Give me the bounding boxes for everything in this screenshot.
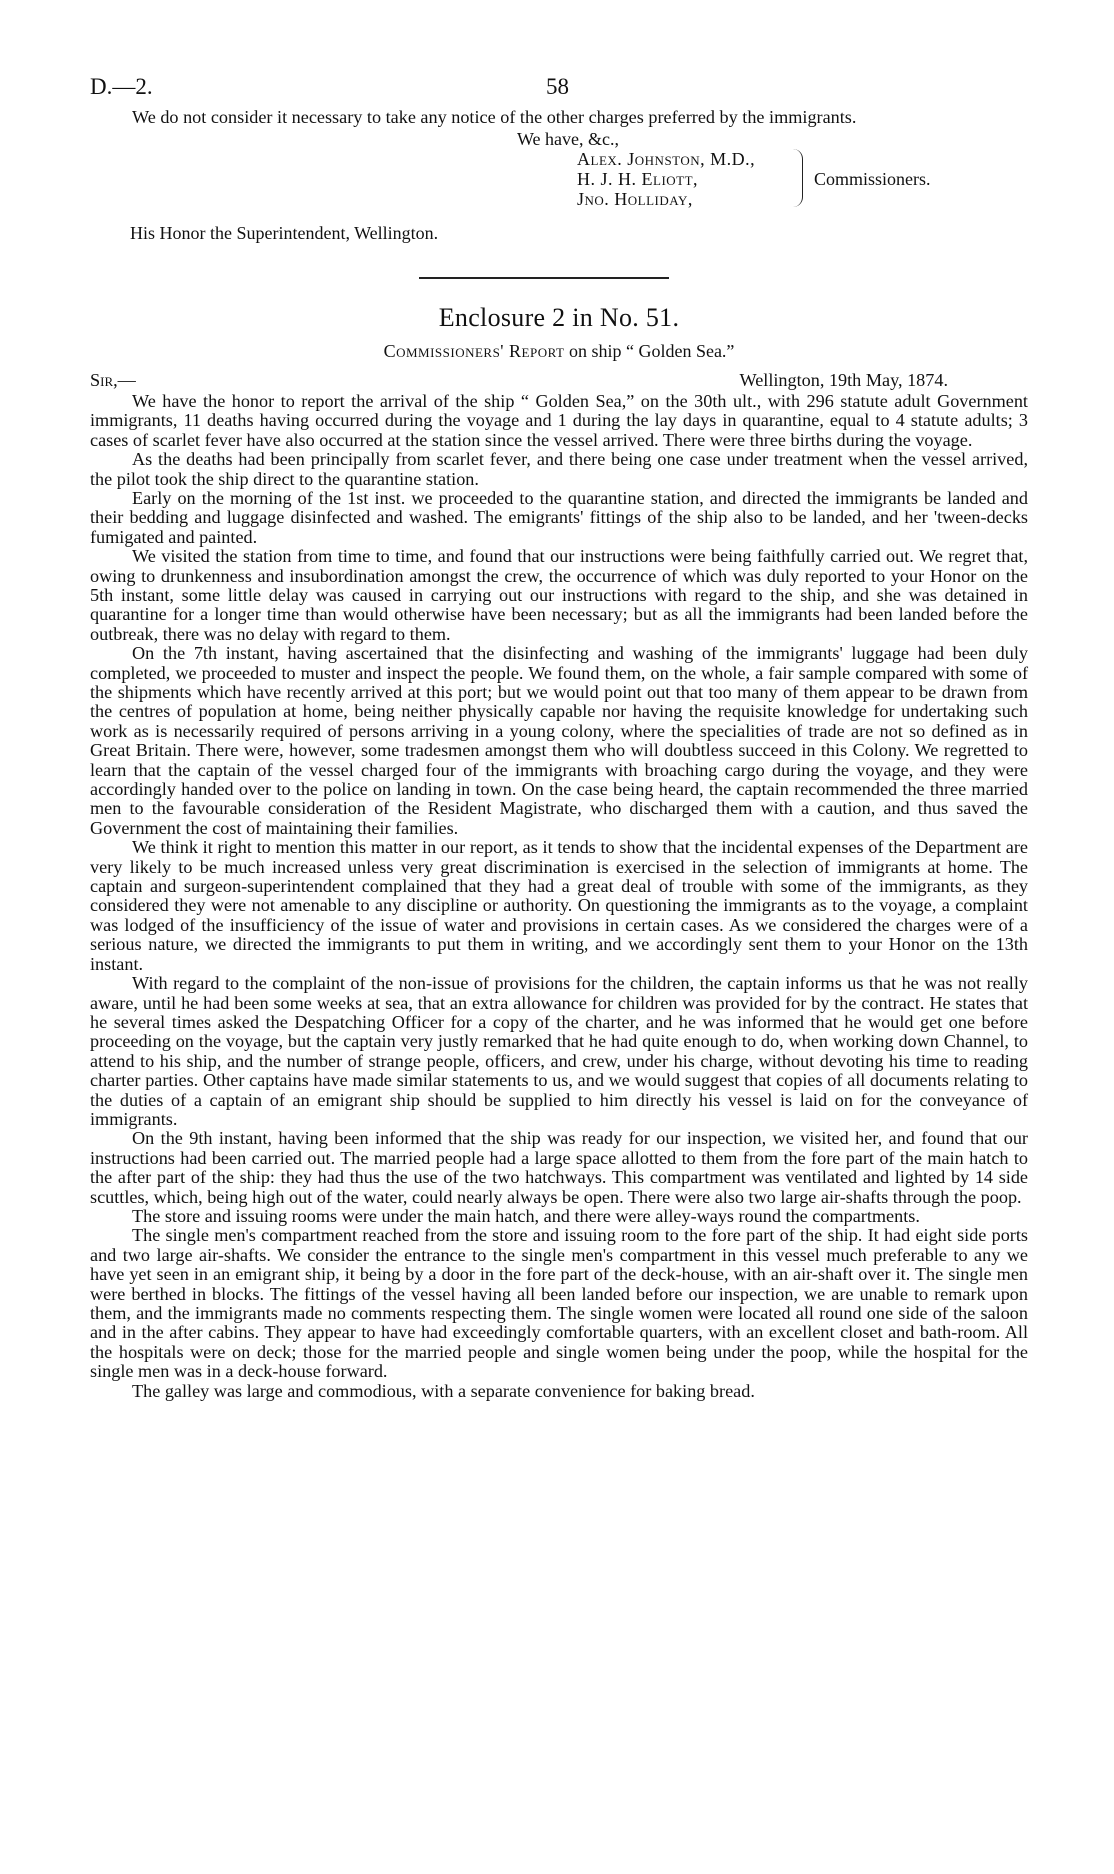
signatory-name: Alex. Johnston, M.D.,	[577, 149, 756, 170]
enclosure-subtitle	[90, 341, 1028, 362]
salutation-row	[90, 368, 1028, 392]
signatory-role: Commissioners.	[814, 169, 931, 190]
signature-block	[90, 127, 1028, 247]
body-paragraph: We think it right to mention this matter in our report, as it tends to show that the incidental expenses of the Department are very likely to be much increased unless very great discrimination is exercised in the selection of immigrants at home. The captain and surgeon-superintendent complained that they had a great deal of trouble with some of the immigrants, as they considered they were not amenable to any discipline or authority. On questioning the immigrants as to the voyage, a complaint was lodged of the insufficiency of the issue of water and provisions in certain cases. As we considered the charges were of a serious nature, we directed the immigrants to put them in writing, and we accordingly sent them to your Honor on the 13th instant.	[90, 837, 1028, 974]
body-paragraph: On the 9th instant, having been informed that the ship was ready for our inspection, we visited her, and found that our instructions had been carried out. The married people had a large space allotted to them from the fore part of the main hatch to the after part of the ship: they had thus the use of the two hatchways. This compartment was ventilated and lighted by 14 side scuttles, which, being high out of the water, could nearly always be open. There were also two large air-shafts through the poop.	[90, 1128, 1028, 1207]
body-paragraph: The galley was large and commodious, with a separate convenience for baking bread.	[132, 1380, 755, 1401]
intro-paragraph: We do not consider it necessary to take any notice of the other charges preferred by the immigrants.	[132, 107, 857, 127]
signatory-name: Jno. Holliday,	[577, 189, 693, 210]
page-header	[90, 62, 1028, 102]
section-rule	[419, 277, 669, 279]
brace-divider	[790, 149, 803, 207]
salutation: Sir,—	[90, 369, 136, 390]
recipient-line: His Honor the Superintendent, Wellington.	[130, 223, 439, 244]
document-reference: D.—2.	[90, 74, 153, 99]
body-paragraph: We visited the station from time to time, and found that our instructions were being faithfully carried out. We regret that, owing to drunkenness and insubordination amongst the crew, the occurrence of which was duly reported to your Honor on the 5th instant, some little delay was caused in carrying out our instructions with regard to the ship, and she was detained in quarantine for a longer time than would otherwise have been necessary; but as all the immigrants had been landed before the outbreak, there was no delay with regard to them.	[90, 546, 1028, 644]
body-paragraph: On the 7th instant, having ascertained that the disinfecting and washing of the immigrants' luggage had been duly completed, we proceeded to muster and inspect the people. We found them, on the whole, a fair sample compared with some of the shipments which have recently arrived at this port; but we would point out that too many of them appear to be drawn from the centres of population at home, being neither physically capable nor having the requisite knowledge for undertaking such work as is necessarily required of persons arriving in a young colony, where the specialities of trade are not so defined as in Great Britain. There were, however, some tradesmen amongst them who will doubtless succeed in this Colony. We regretted to learn that the captain of the vessel charged four of the immigrants with broaching cargo during the voyage, and they were accordingly handed over to the police on landing in town. On the case being heard, the captain recommended the three married men to the favourable consideration of the Resident Magistrate, who discharged them with a caution, and thus saved the Government the cost of maintaining their families.	[90, 643, 1028, 838]
body-paragraph: The single men's compartment reached from the store and issuing room to the fore part of the ship. It had eight side ports and two large air-shafts. We consider the entrance to the single men's compartment in this vessel much preferable to any we have yet seen in an emigrant ship, it being by a door in the fore part of the deck-house, with an air-shaft over it. The single men were berthed in blocks. The fittings of the vessel having all been landed before our inspection, we are unable to remark upon them, and the immigrants made no comments respecting them. The single women were located all round one side of the saloon and in the after cabins. They appear to have had exceedingly comfortable quarters, with an excellent closet and bath-room. All the hospitals were on deck; those for the married people and single women being under the poop, while the hospital for the single men was in a deck-house forward.	[90, 1225, 1028, 1382]
ship-name-heading: on ship “ Golden Sea.”	[568, 340, 735, 361]
signatory-name: H. J. H. Eliott,	[577, 169, 699, 190]
report-heading: Commissioners' Report	[383, 340, 565, 361]
body-paragraph: As the deaths had been principally from scarlet fever, and there being one case under treatment when the vessel arrived, the pilot took the ship direct to the quarantine station.	[90, 449, 1028, 489]
closing-line: We have, &c.,	[517, 129, 620, 150]
page-number: 58	[546, 74, 569, 99]
body-paragraph: The store and issuing rooms were under the main hatch, and there were alley-ways round the compartments.	[132, 1205, 920, 1226]
date-line: Wellington, 19th May, 1874.	[739, 369, 948, 390]
body-paragraph: Early on the morning of the 1st inst. we proceeded to the quarantine station, and directed the immigrants be landed and their bedding and luggage disinfected and washed. The emigrants' fittings of the ship also to be landed, and her 'tween-decks fumigated and painted.	[90, 487, 1028, 547]
body-paragraph: With regard to the complaint of the non-issue of provisions for the children, the captain informs us that he was not really aware, until he had been some weeks at sea, that an extra allowance for children was provided for by the contract. He states that he several times asked the Despatching Officer for a copy of the charter, and he was informed that he would get one before proceeding on the voyage, but the captain very justly remarked that he had quite enough to do, when working down Channel, to attend to his ship, and the number of strange people, officers, and crew, under his charge, without devoting his time to reading charter parties. Other captains have made similar statements to us, and we would suggest that copies of all documents relating to the duties of a captain of an emigrant ship should be supplied to him directly his vessel is laid on for the conveyance of immigrants.	[90, 973, 1028, 1129]
report-body	[90, 392, 1028, 1401]
body-paragraph: We have the honor to report the arrival of the ship “ Golden Sea,” on the 30th ult., with 296 statute adult Government immigrants, 11 deaths having occurred during the voyage and 1 during the lay days in quarantine, equal to 4 statute adults; 3 cases of scarlet fever have also occurred at the station since the vessel arrived. There were three births during the voyage.	[90, 390, 1028, 450]
document-page	[90, 62, 1028, 1401]
enclosure-title: Enclosure 2 in No. 51.	[438, 302, 680, 332]
signatory-names	[577, 149, 755, 209]
